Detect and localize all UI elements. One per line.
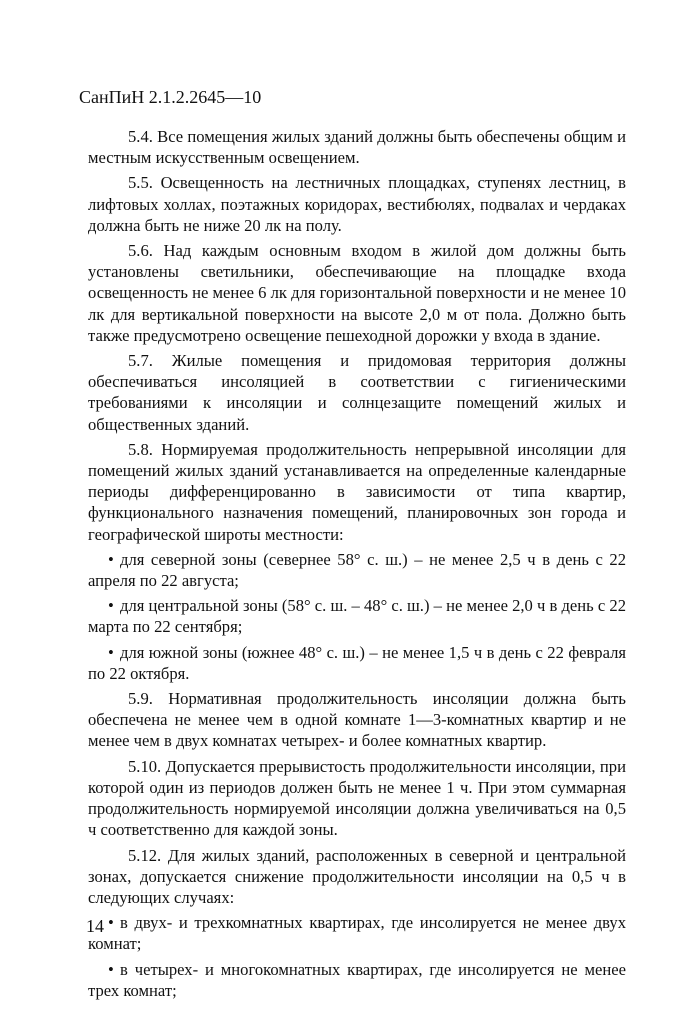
bullet-text: для южной зоны (южнее 48° с. ш.) – не менее 1,5 ч в день с 22 февраля по 22 октября. <box>88 642 626 683</box>
bullet-north-zone <box>88 549 626 591</box>
document-body <box>88 126 626 1005</box>
bullet-four-plus-room <box>88 959 626 1001</box>
document-header: СанПиН 2.1.2.2645—10 <box>79 87 262 107</box>
paragraph-5-7: 5.7. Жилые помещения и придомовая территория должны обеспечиваться инсоляцией в соответствии с гигиеническими требованиями к инсоляции и солнцезащите помещений жилых и общественных зданий. <box>88 351 626 434</box>
bullet-icon: • <box>108 913 114 933</box>
bullet-text: в четырех- и многокомнатных квартирах, где инсолируется не менее трех комнат; <box>88 959 626 1000</box>
paragraph-5-10: 5.10. Допускается прерывистость продолжительности инсоляции, при которой один из периодов должен быть не менее 1 ч. При этом суммарная продолжительность нормируемой инсоляции должна увеличиваться на 0,5 ч соответственно для каждой зоны. <box>88 756 626 840</box>
bullet-central-zone <box>88 595 626 637</box>
bullet-south-zone <box>88 642 626 684</box>
paragraph-5-6: 5.6. Над каждым основным входом в жилой дом должны быть установлены светильники, обеспечивающие на площадке входа освещенность не менее 6 лк для горизонтальной поверхности и не менее 10 лк для вертикальной поверхности на высоте 2,0 м от пола. Должно быть также предусмотрено освещение пешеходной дорожки у входа в здание. <box>88 241 626 345</box>
paragraph-5-4: 5.4. Все помещения жилых зданий должны быть обеспечены общим и местным искусственным освещением. <box>88 127 626 168</box>
bullet-text: для северной зоны (севернее 58° с. ш.) – не менее 2,5 ч в день с 22 апреля по 22 августа; <box>88 549 626 591</box>
paragraph-5-12: 5.12. Для жилых зданий, расположенных в северной и центральной зонах, допускается снижение продолжительности инсоляции на 0,5 ч в следующих случаях: <box>88 845 626 907</box>
paragraph-5-5: 5.5. Освещенность на лестничных площадках, ступенях лестниц, в лифтовых холлах, поэтажных коридорах, вестибюлях, подвалах и чердаках должна быть не ниже 20 лк на полу. <box>88 173 626 235</box>
paragraph-5-9: 5.9. Нормативная продолжительность инсоляции должна быть обеспечена не менее чем в одной комнате 1—3-комнатных квартир и не менее чем в двух комнатах четырех- и более комнатных квартир. <box>88 689 626 751</box>
page-number: 14 <box>86 916 104 936</box>
bullet-text: в двух- и трехкомнатных квартирах, где инсолируется не менее двух комнат; <box>88 913 626 954</box>
bullet-two-three-room <box>88 912 626 954</box>
bullet-text: для центральной зоны (58° с. ш. – 48° с. ш.) – не менее 2,0 ч в день с 22 марта по 22 сентября; <box>88 596 626 637</box>
bullet-icon: • <box>108 959 114 979</box>
bullet-icon: • <box>108 642 114 662</box>
paragraph-5-8: 5.8. Нормируемая продолжительность непрерывной инсоляции для помещений жилых зданий устанавливается на определенные календарные периоды дифференцированно в зависимости от типа квартир, функционального назначения помещений, планировочных зон города и географической широты местности: <box>88 439 626 544</box>
bullet-icon: • <box>108 596 114 616</box>
bullet-icon: • <box>108 549 114 569</box>
